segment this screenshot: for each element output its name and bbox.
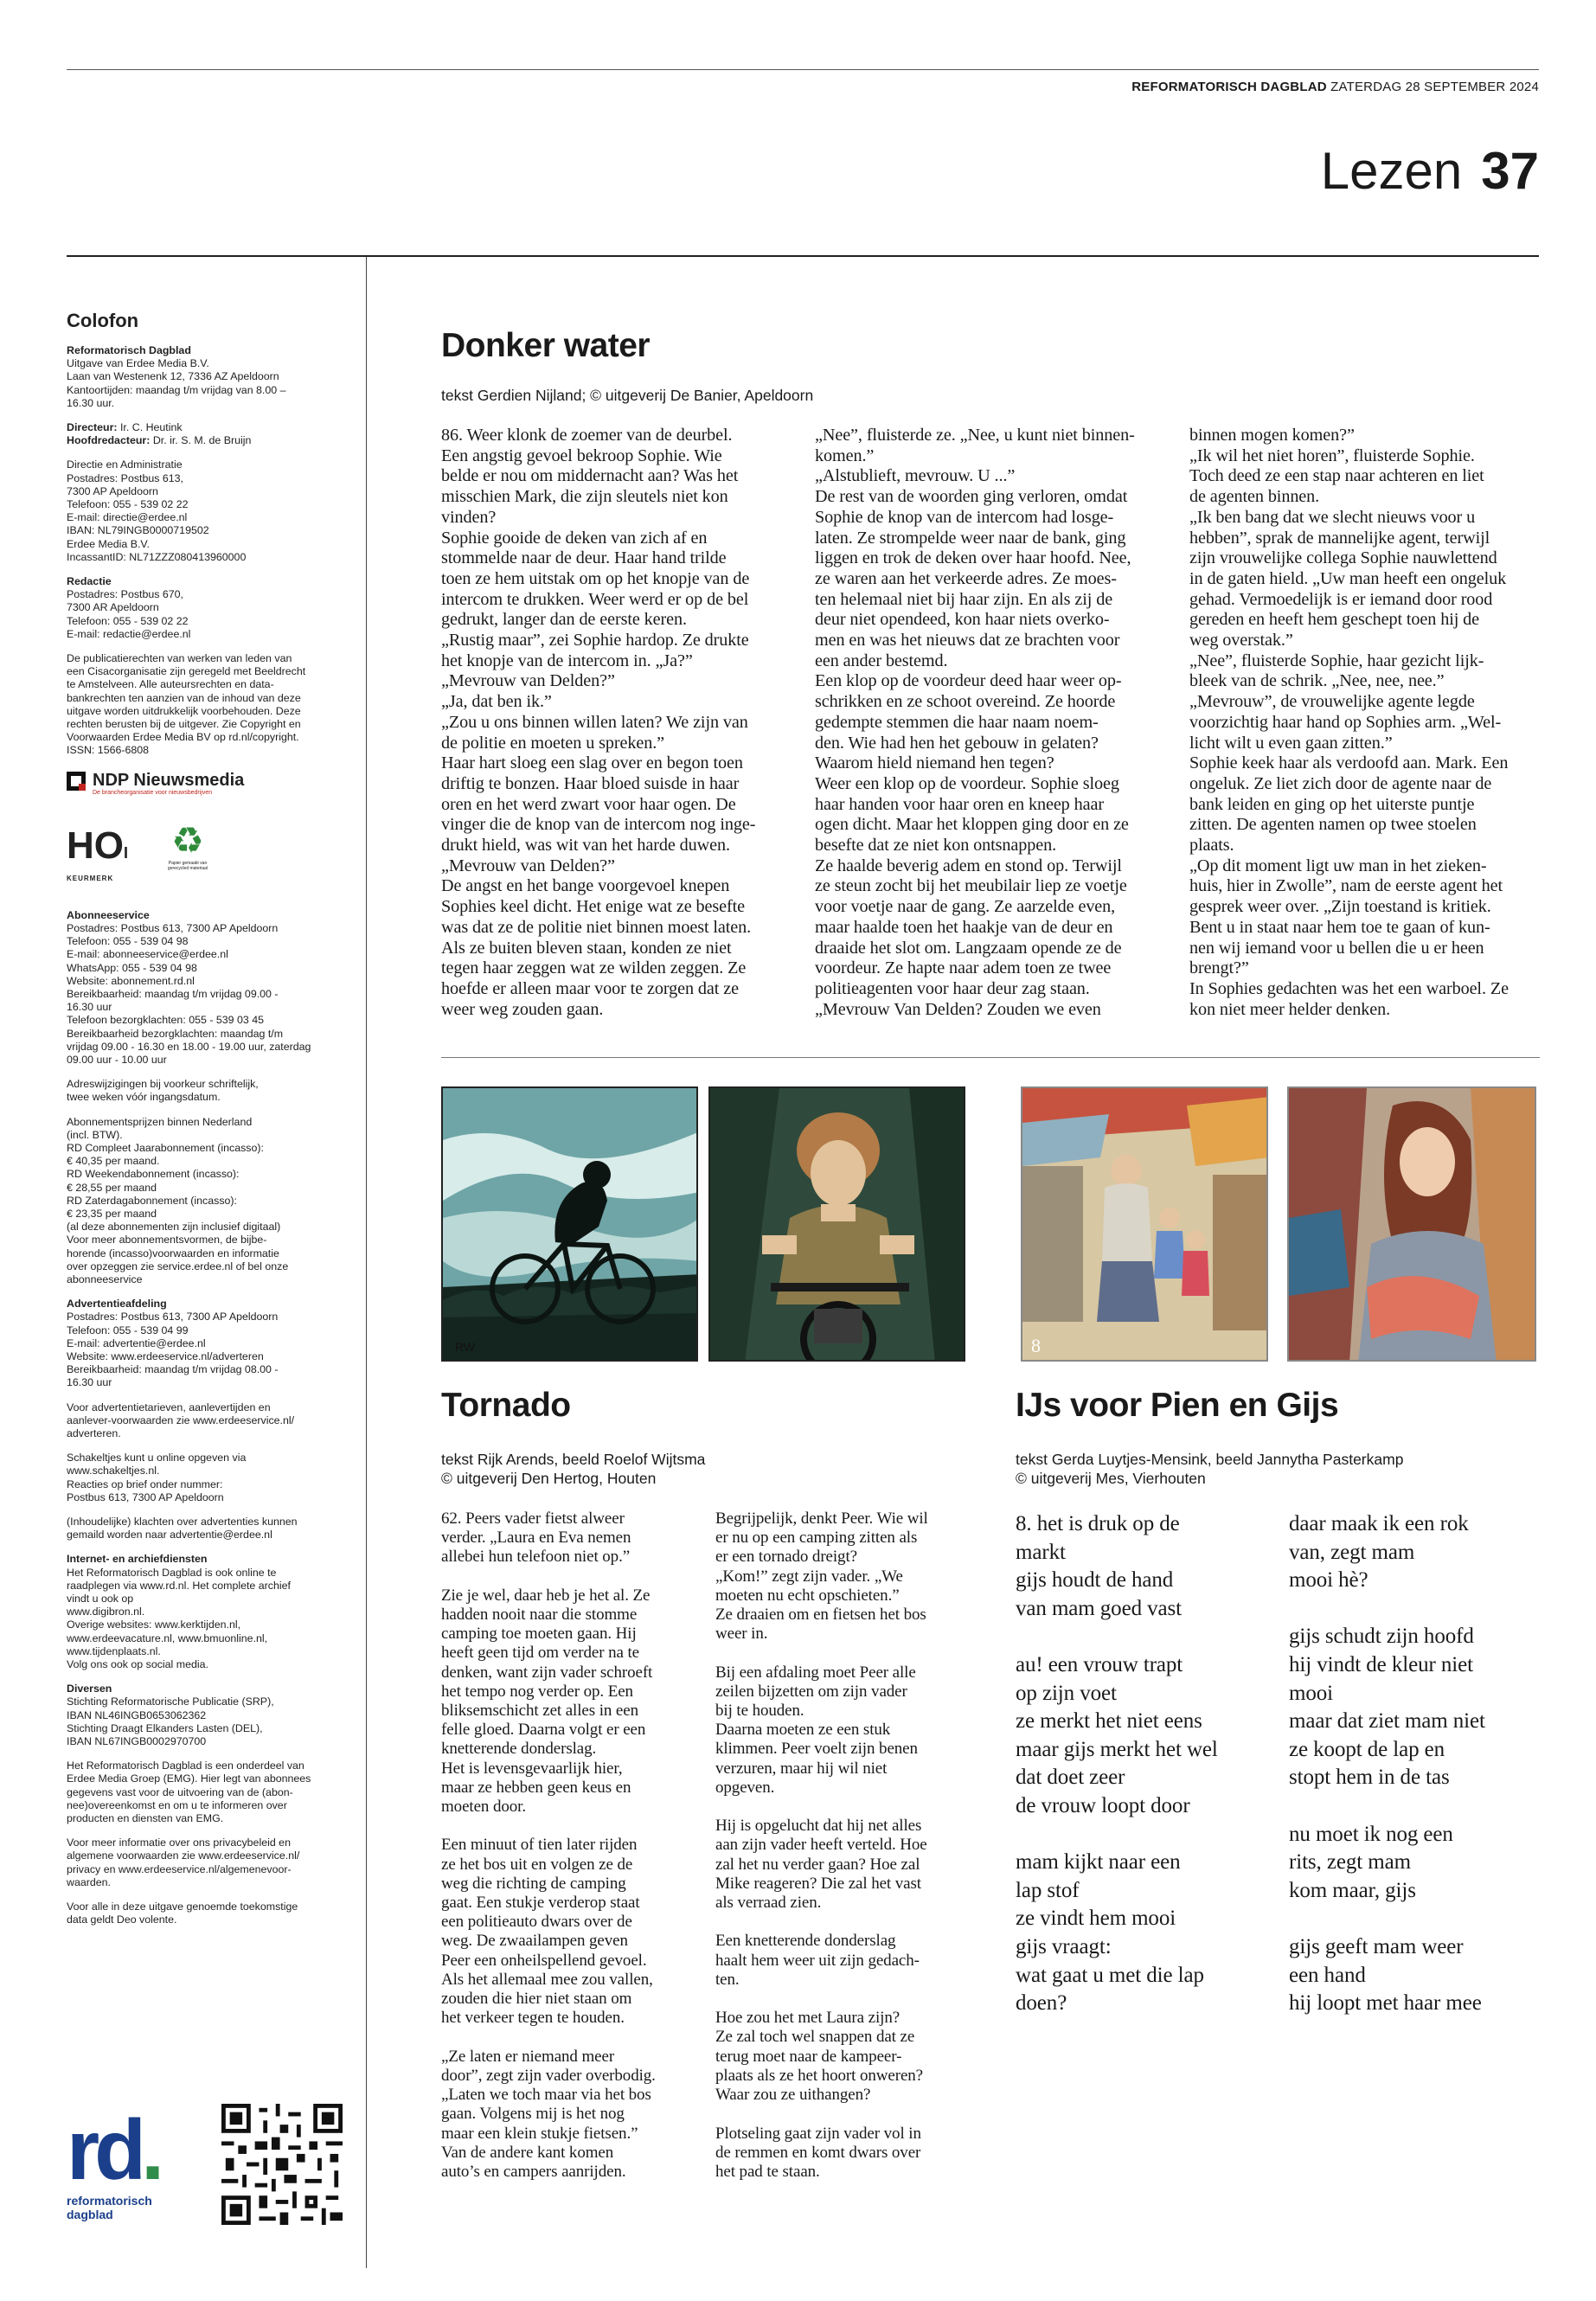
- complaints-block: (Inhoudelijke) klachten over advertenties kunnen gemaild worden naar advertentie@erdee.nl: [67, 1516, 298, 1541]
- internet-block: Internet- en archiefdiensten Het Reformatorisch Dagblad is ook online te raadplegen via www.rd.nl. Het complete archief vindt u ook op www.digibron.nl. Overige websites: www.kerktijden.nl, www.erdeevacature.nl, www.bmuonline.nl, www.tijdenplaats.nl. Volg ons ook op social media.: [67, 1553, 291, 1671]
- story-title-tornado: Tornado: [441, 1387, 571, 1424]
- story-column: Begrijpelijk, denkt Peer. Wie wil er nu op een camping zitten als er een tornado dreigt? „Kom!” zegt zijn vader. „We moeten nu echt opschieten.” Ze draaien om en fietsen het bos weer in. Bij een afdaling moet Peer alle zeilen bijzetten om zijn vader bij te houden. Daarna moeten ze een stuk klimmen. Peer voelt zijn benen verzuren, maar hij wil niet opgeven. Hij is opgelucht dat hij net alles aan zijn vader heeft verteld. Hoe zal het nu verder gaan? Hoe zal Mike reageren? Die zal het vast als verraad zien. Een knetterende donderslag haalt hem weer uit zijn gedach- ten. Hoe zou het met Laura zijn? Ze zal toch wel snappen dat ze terug moet naar de kampeer- plaats als ze het hoort onweren? Waar zou ze uithangen? Plotseling gaat zijn vader vol in de remmen en komt dwars over het pad te staan.: [715, 1509, 928, 2181]
- story-title-ijs: IJs voor Pien en Gijs: [1016, 1387, 1339, 1424]
- story-title-donker-water: Donker water: [441, 327, 651, 364]
- issue-date: ZATERDAG 28 SEPTEMBER 2024: [1330, 80, 1539, 94]
- abonnee-block: Abonneeservice Postadres: Postbus 613, 7300 AP Apeldoorn Telefoon: 055 - 539 04 98 E-mail: abonneeservice@erdee.nl WhatsApp: 055 - 539 04 98 Website: abonnement.rd.nl Bereikbaarheid: maandag t/m vrijdag 09.00 - 16.30 uur Telefoon bezorgklachten: 055 - 539 03 45 Bereikbaarheid bezorgklachten: maandag t/m vrijdag 09.00 - 16.30 en 18.00 - 19.00 uur, zaterdag 09.00 uur - 10.00 uur: [67, 908, 311, 1066]
- woman-with-fabric-illustration: [1289, 1088, 1536, 1362]
- ndp-logo: NDP Nieuwsmedia De brancheorganisatie voor nieuwsbedrijven: [67, 772, 343, 797]
- story-column: 86. Weer klonk de zoemer van de deurbel. Een angstig gevoel bekroop Sophie. Wie belde er nou om middernacht aan? Was het misschien Mark, die zijn sleutels niet kon vinden? Sophie gooide de deken van zich af en stommelde naar de deur. Haar hand trilde toen ze hem uitstak om op het knopje van de intercom te drukken. Weer werd er op de bel gedrukt, langer dan de eerste keren. „Rustig maar”, zei Sophie hardop. Ze drukte het knopje van de intercom in. „Ja?” „Mevrouw van Delden?” „Ja, dat ben ik.” „Zou u ons binnen willen laten? We zijn van de politie en moeten u spreken.” Haar hart sloeg een slag over en begon toen driftig te bonzen. Haar bloed suisde in haar oren en het werd zwart voor haar ogen. De vinger die de knop van de intercom nog inge- drukt hield, was wit van het harde duwen. „Mevrouw van Delden?” De angst en het bange voorgevoel knepen Sophies keel dicht. Het enige wat ze besefte was dat ze de politie niet binnen moest laten. Als ze buiten bleven staan, konden ze niet tegen haar zeggen wat ze wilden zeggen. Ze hoefde er alleen maar voor te zorgen dat ze weer weg zouden gaan.: [441, 426, 756, 1019]
- qr-code-icon: [221, 2104, 343, 2225]
- emg-block: Het Reformatorisch Dagblad is een onderdeel van Erdee Media Groep (EMG). Hier legt van abonnees gegevens vast voor de uitvoering van de (abon- nee)overeenkomst en om u te informeren over producten en diensten van EMG.: [67, 1759, 311, 1825]
- picture-panel-market: [1021, 1086, 1268, 1362]
- section-divider: [441, 1057, 1540, 1058]
- story-column: binnen mogen komen?” „Ik wil het niet horen”, fluisterde Sophie. Toch deed ze een stap naar achteren en liet de agenten binnen. „Ik ben bang dat we slecht nieuws voor u hebben”, sprak de mannelijke agent, terwijl zijn vrouwelijke collega Sophie nauwlettend in de gaten hield. „Uw man heeft een ongeluk gehad. Vermoedelijk is er iemand door rood gereden en heeft hem geschept toen hij de weg overstak.” „Nee”, fluisterde Sophie, haar gezicht lijk- bleek van de schrik. „Nee, nee, nee.” „Mevrouw”, de vrouwelijke agente legde voorzichtig haar hand op Sophies arm. „Wel- licht wilt u even gaan zitten.” Sophie keek haar als verdoofd aan. Mark. Een ongeluk. Ze liet zich door de agente naar de bank leiden en ging op het uiterste puntje zitten. De agenten namen op twee stoelen plaats. „Op dit moment ligt uw man in het zieken- huis, hier in Zwolle”, nam de eerste agent het gesprek weer over. „Zijn toestand is kritiek. Bent u in staat naar hem toe te gaan of kun- nen wij iemand voor u bellen die u er heen brengt?” In Sophies gedachten was het een warboel. Ze kon niet meer helder denken.: [1189, 426, 1509, 1019]
- comic-panel-cyclist-silhouette: [441, 1086, 698, 1362]
- admin-block: Directie en Administratie Postadres: Postbus 613, 7300 AP Apeldoorn Telefoon: 055 - 539 02 22 E-mail: directie@erdee.nl IBAN: NL79INGB0000719502 Erdee Media B.V. IncassantID: NL71ZZZ080413960000: [67, 458, 247, 563]
- section-header: [1320, 142, 1539, 200]
- recycle-icon: ♻: [171, 819, 204, 861]
- artist-signature: RW: [455, 1340, 476, 1354]
- rights-block: De publicatierechten van werken van leden van een Cisacorganisatie zijn geregeld met Beeldrecht te Amstelveen. Alle auteursrechten en data- bankrechten ten aanzien van de inhoud van deze uitgave worden uitdrukkelijk voorbehouden. Deze rechten berusten bij de uitgever. Zie Copyright en Voorwaarden Erdee Media BV op rd.nl/copyright. ISSN: 1566-6808: [67, 652, 306, 757]
- redactie-block: Redactie Postadres: Postbus 670, 7300 AR Apeldoorn Telefoon: 055 - 539 02 22 E-mail: redactie@erdee.nl: [67, 575, 191, 640]
- story-credit-tornado: tekst Rijk Arends, beeld Roelof Wijtsma © uitgeverij Den Hertog, Houten: [441, 1451, 706, 1487]
- header-rule: [67, 255, 1539, 257]
- picture-panel-fabric: [1287, 1086, 1536, 1362]
- masthead-rule: [67, 69, 1539, 70]
- rd-logo-icon: rd.: [67, 2102, 160, 2197]
- publisher-block: Reformatorisch Dagblad Uitgave van Erdee Media B.V. Laan van Westenenk 12, 7336 AZ Apeldoorn Kantoortijden: maandag t/m vrijdag van 8.00 – 16.30 uur.: [67, 344, 286, 409]
- diversen-block: Diversen Stichting Reformatorische Publicatie (SRP), IBAN NL46INGB0653062362 Stichting Draagt Elkanders Lasten (DEL), IBAN NL67INGB0002970700: [67, 1682, 274, 1748]
- boy-cycling-illustration: [710, 1088, 965, 1362]
- sidebar-rule: [366, 257, 367, 2268]
- paper-info: [1131, 80, 1539, 94]
- certification-badges: [67, 819, 343, 882]
- keurmerk-badge: HOI KEURMERK: [67, 827, 136, 875]
- advert-block: Advertentieafdeling Postadres: Postbus 613, 7300 AP Apeldoorn Telefoon: 055 - 539 04 99 E-mail: advertentie@erdee.nl Website: www.erdeeservice.nl/adverteren Bereikbaarheid: maandag t/m vrijdag 08.00 - 16.30 uur: [67, 1298, 279, 1389]
- poem-column: 8. het is druk op de markt gijs houdt de hand van mam goed vast au! een vrouw trapt op zijn voet ze merkt het niet eens maar gijs merkt het wel dat doet zeer de vrouw loopt door mam kijkt naar een lap stof ze vindt hem mooi gijs vraagt: wat gaat u met die lap doen?: [1016, 1512, 1218, 2016]
- rd-logo: rd. reformatorisch dagblad: [67, 2111, 188, 2221]
- story-column: 62. Peers vader fietst alweer verder. „Laura en Eva nemen allebei hun telefoon niet op.” Zie je wel, daar heb je het al. Ze hadden nooit naar die stomme camping toe moeten gaan. Hij heeft geen tijd om verder na te denken, want zijn vader schroeft het tempo nog verder op. Een bliksemschicht zet alles in een felle gloed. Daarna volgt er een knetterende donderslag. Het is levensgevaarlijk hier, maar ze hebben geen keus en moeten door. Een minuut of tien later rijden ze het bos uit en volgen ze de weg die richting de camping gaat. Een stukje verderop staat een politieauto dwars over de weg. De zwaailampen geven Peer een onheilspellend gevoel. Als het allemaal mee zou vallen, zouden die hier niet staan om het verkeer tegen te houden. „Ze laten er niemand meer door”, zegt zijn vader overbodig. „Laten we toch maar via het bos gaan. Volgens mij is het nog maar een klein stukje fietsen.” Van de andere kant komen auto’s en campers aanrijden.: [441, 1509, 656, 2181]
- section-title: Lezen: [1320, 142, 1463, 200]
- market-family-illustration: [1022, 1088, 1268, 1362]
- privacy-block: Voor meer informatie over ons privacybeleid en algemene voorwaarden zie www.erdeeservice.nl/ privacy en www.erdeeservice.nl/algemenevoor- waarden.: [67, 1836, 300, 1888]
- paper-name: REFORMATORISCH DAGBLAD: [1131, 80, 1327, 94]
- colofon: [67, 311, 343, 1939]
- comic-panel-boy-cycling: [708, 1086, 965, 1362]
- story-column: „Nee”, fluisterde ze. „Nee, u kunt niet binnen- komen.” „Alstublieft, mevrouw. U ...” De rest van de woorden ging verloren, omdat Sophie de knop van de intercom had losge- laten. Ze strompelde weer naar de bank, ging liggen en trok de deken over haar hoofd. Nee, ze waren aan het verkeerde adres. Ze moes- ten helemaal niet bij haar zijn. En als zij de deur niet opendeed, kon haar niets overko- men en was het nieuws dat ze brachten voor een ander bestemd. Een klop op de voordeur deed haar weer op- schrikken en ze schoot overeind. Ze hoorde gedempte stemmen die haar naam noem- den. Wie had hen het gebouw in gelaten? Waarom hield niemand hen tegen? Weer een klop op de voordeur. Sophie sloeg haar handen voor haar oren en kneep haar ogen dicht. Maar het kloppen ging door en ze besefte dat ze niet kon ontsnappen. Ze haalde beverig adem en stond op. Terwijl ze steun zocht bij het meubilair liep ze voetje voor voetje naar de gang. Ze aarzelde even, maar haalde toen het haakje van de deur en draaide het slot om. Langzaam opende ze de voordeur. Ze hapte naar adem toen ze twee politieagenten voor haar deur zag staan. „Mevrouw Van Delden? Zouden we even: [815, 426, 1135, 1019]
- story-credit-ijs: tekst Gerda Luytjes-Mensink, beeld Jannytha Pasterkamp © uitgeverij Mes, Vierhouten: [1016, 1451, 1404, 1487]
- recycle-badge: ♻ Papier gemaakt van gerecycled materiaal: [162, 821, 214, 875]
- poem-column: daar maak ik een rok van, zegt mam mooi hè? gijs schudt zijn hoofd hij vindt de kleur niet mooi maar dat ziet mam niet ze koopt de lap en stopt hem in de tas nu moet ik nog een rits, zegt mam kom maar, gijs gijs geeft mam weer een hand hij loopt met haar mee: [1289, 1512, 1485, 2016]
- cyclist-silhouette-illustration: [443, 1088, 698, 1362]
- address-change-block: Adreswijzigingen bij voorkeur schriftelijk, twee weken vóór ingangsdatum.: [67, 1078, 259, 1104]
- page-number: 37: [1481, 142, 1539, 200]
- management-block: Directeur: Ir. C. Heutink Hoofdredacteur: Dr. ir. S. M. de Bruijn: [67, 421, 252, 447]
- panel-number: 8: [1031, 1335, 1041, 1356]
- schakeltjes-block: Schakeltjes kunt u online opgeven via www.schakeltjes.nl. Reacties op brief onder nummer: Postbus 613, 7300 AP Apeldoorn: [67, 1452, 247, 1503]
- story-credit-donker-water: tekst Gerdien Nijland; © uitgeverij De Banier, Apeldoorn: [441, 387, 814, 404]
- deo-block: Voor alle in deze uitgave genoemde toekomstige data geldt Deo volente.: [67, 1900, 298, 1926]
- qr-code[interactable]: [221, 2104, 343, 2225]
- colofon-title: Colofon: [67, 310, 139, 331]
- hoi-logo-icon: HOI: [67, 824, 129, 867]
- advert-terms-block: Voor advertentietarieven, aanlevertijden en aanlever-voorwaarden zie www.erdeeservice.nl/ adverteren.: [67, 1400, 295, 1439]
- ndp-square-icon: [67, 772, 86, 791]
- prices-block: Abonnementsprijzen binnen Nederland (incl. BTW). RD Compleet Jaarabonnement (incasso): € 40,35 per maand. RD Weekendabonnement (incasso): € 28,55 per maand RD Zaterdagabonnement (incasso): € 23,35 per maand (al deze abonnementen zijn inclusief digitaal) Voor meer abonnementsvormen, de bijbe- horende (incasso)voorwaarden en informatie over opzeggen zie service.erdee.nl of bel onze abonneeservice: [67, 1115, 289, 1285]
